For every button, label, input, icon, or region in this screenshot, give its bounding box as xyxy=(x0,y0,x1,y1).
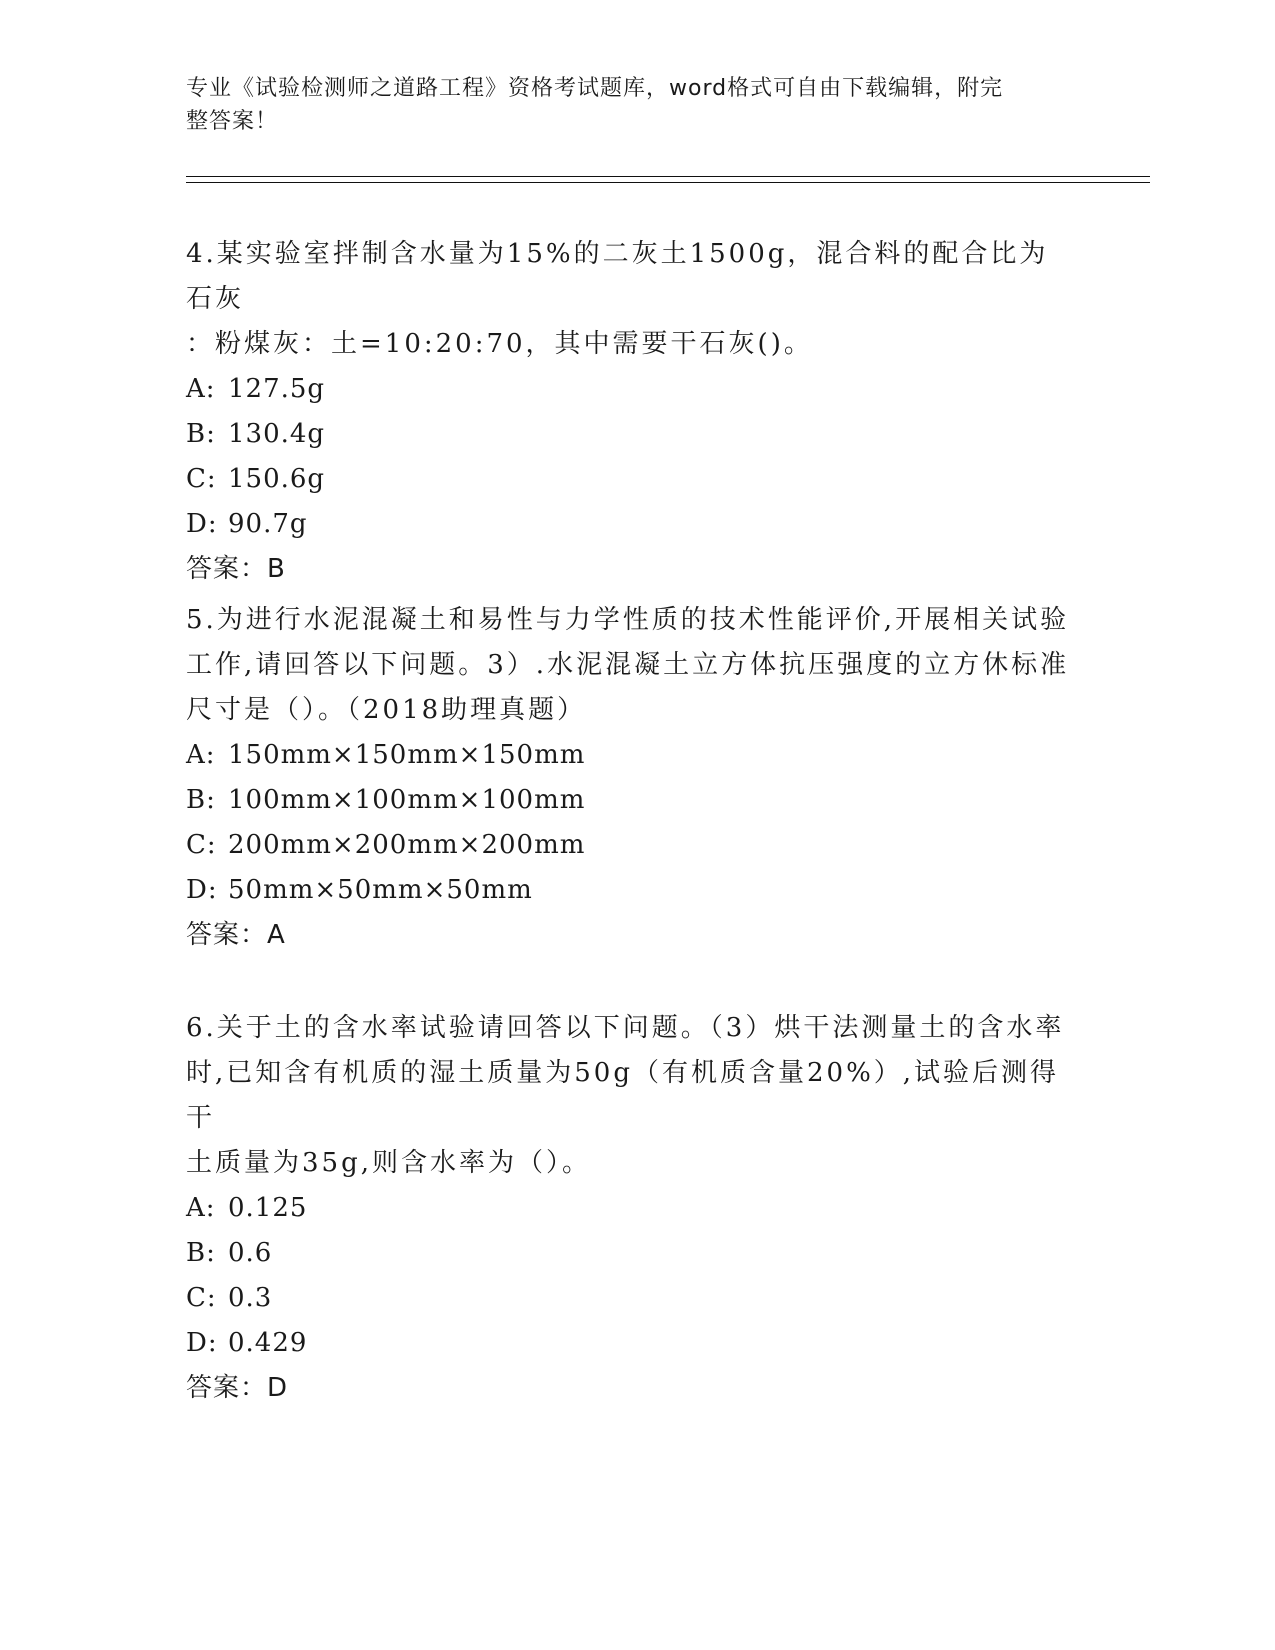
option-text: 0.429 xyxy=(228,1328,308,1358)
header-line-2: 整答案！ xyxy=(186,109,279,134)
option-d xyxy=(186,868,1076,913)
option-b xyxy=(186,778,1076,823)
option-text: 100mm×100mm×100mm xyxy=(228,785,586,815)
option-a xyxy=(186,367,1076,412)
option-c xyxy=(186,1276,1076,1321)
option-b xyxy=(186,1231,1076,1276)
option-text: 0.6 xyxy=(228,1238,273,1268)
option-a xyxy=(186,1186,1076,1231)
option-label: D: xyxy=(186,875,218,905)
answer-line: 答案：D xyxy=(186,1373,289,1403)
question-stem-line: 工作,请回答以下问题。3）.水泥混凝土立方体抗压强度的立方休标准 xyxy=(186,650,1070,680)
option-b xyxy=(186,412,1076,457)
question-stem-line: 5.为进行水泥混凝土和易性与力学性质的技术性能评价,开展相关试验 xyxy=(186,605,1070,635)
option-text: 90.7g xyxy=(228,509,308,539)
question-stem-line: 4.某实验室拌制含水量为15%的二灰土1500g，混合料的配合比为石灰 xyxy=(186,239,1049,314)
question-stem-line: ：粉煤灰：土=10:20:70，其中需要干石灰()。 xyxy=(186,329,813,359)
option-d xyxy=(186,1321,1076,1366)
answer-line: 答案：B xyxy=(186,554,286,584)
option-label: A: xyxy=(186,374,216,404)
option-label: A: xyxy=(186,740,216,770)
option-text: 127.5g xyxy=(228,374,326,404)
question-4 xyxy=(186,232,1076,592)
document-header xyxy=(186,72,1066,138)
option-c xyxy=(186,457,1076,502)
option-text: 0.3 xyxy=(228,1283,273,1313)
option-text: 200mm×200mm×200mm xyxy=(228,830,586,860)
answer-line: 答案：A xyxy=(186,920,286,950)
question-stem-line: 时,已知含有机质的湿土质量为50g（有机质含量20%）,试验后测得干 xyxy=(186,1058,1060,1133)
option-text: 50mm×50mm×50mm xyxy=(228,875,533,905)
option-label: C: xyxy=(186,1283,217,1313)
option-label: A: xyxy=(186,1193,216,1223)
option-d xyxy=(186,502,1076,547)
header-line-1: 专业《试验检测师之道路工程》资格考试题库，word格式可自由下载编辑，附完 xyxy=(186,76,1004,101)
option-text: 150.6g xyxy=(228,464,326,494)
question-5 xyxy=(186,598,1076,958)
option-text: 130.4g xyxy=(228,419,326,449)
option-text: 0.125 xyxy=(228,1193,308,1223)
option-a xyxy=(186,733,1076,778)
header-divider-top xyxy=(186,176,1150,177)
question-6 xyxy=(186,1006,1076,1411)
option-text: 150mm×150mm×150mm xyxy=(228,740,586,770)
option-label: D: xyxy=(186,509,218,539)
header-divider-bottom xyxy=(186,182,1150,183)
option-label: C: xyxy=(186,830,217,860)
option-c xyxy=(186,823,1076,868)
option-label: B: xyxy=(186,1238,216,1268)
option-label: B: xyxy=(186,785,216,815)
option-label: C: xyxy=(186,464,217,494)
question-stem-line: 土质量为35g,则含水率为（）。 xyxy=(186,1148,591,1178)
option-label: B: xyxy=(186,419,216,449)
question-stem-line: 6.关于土的含水率试验请回答以下问题。（3）烘干法测量土的含水率 xyxy=(186,1013,1065,1043)
question-stem-line: 尺寸是（）。（2018助理真题） xyxy=(186,695,587,725)
option-label: D: xyxy=(186,1328,218,1358)
